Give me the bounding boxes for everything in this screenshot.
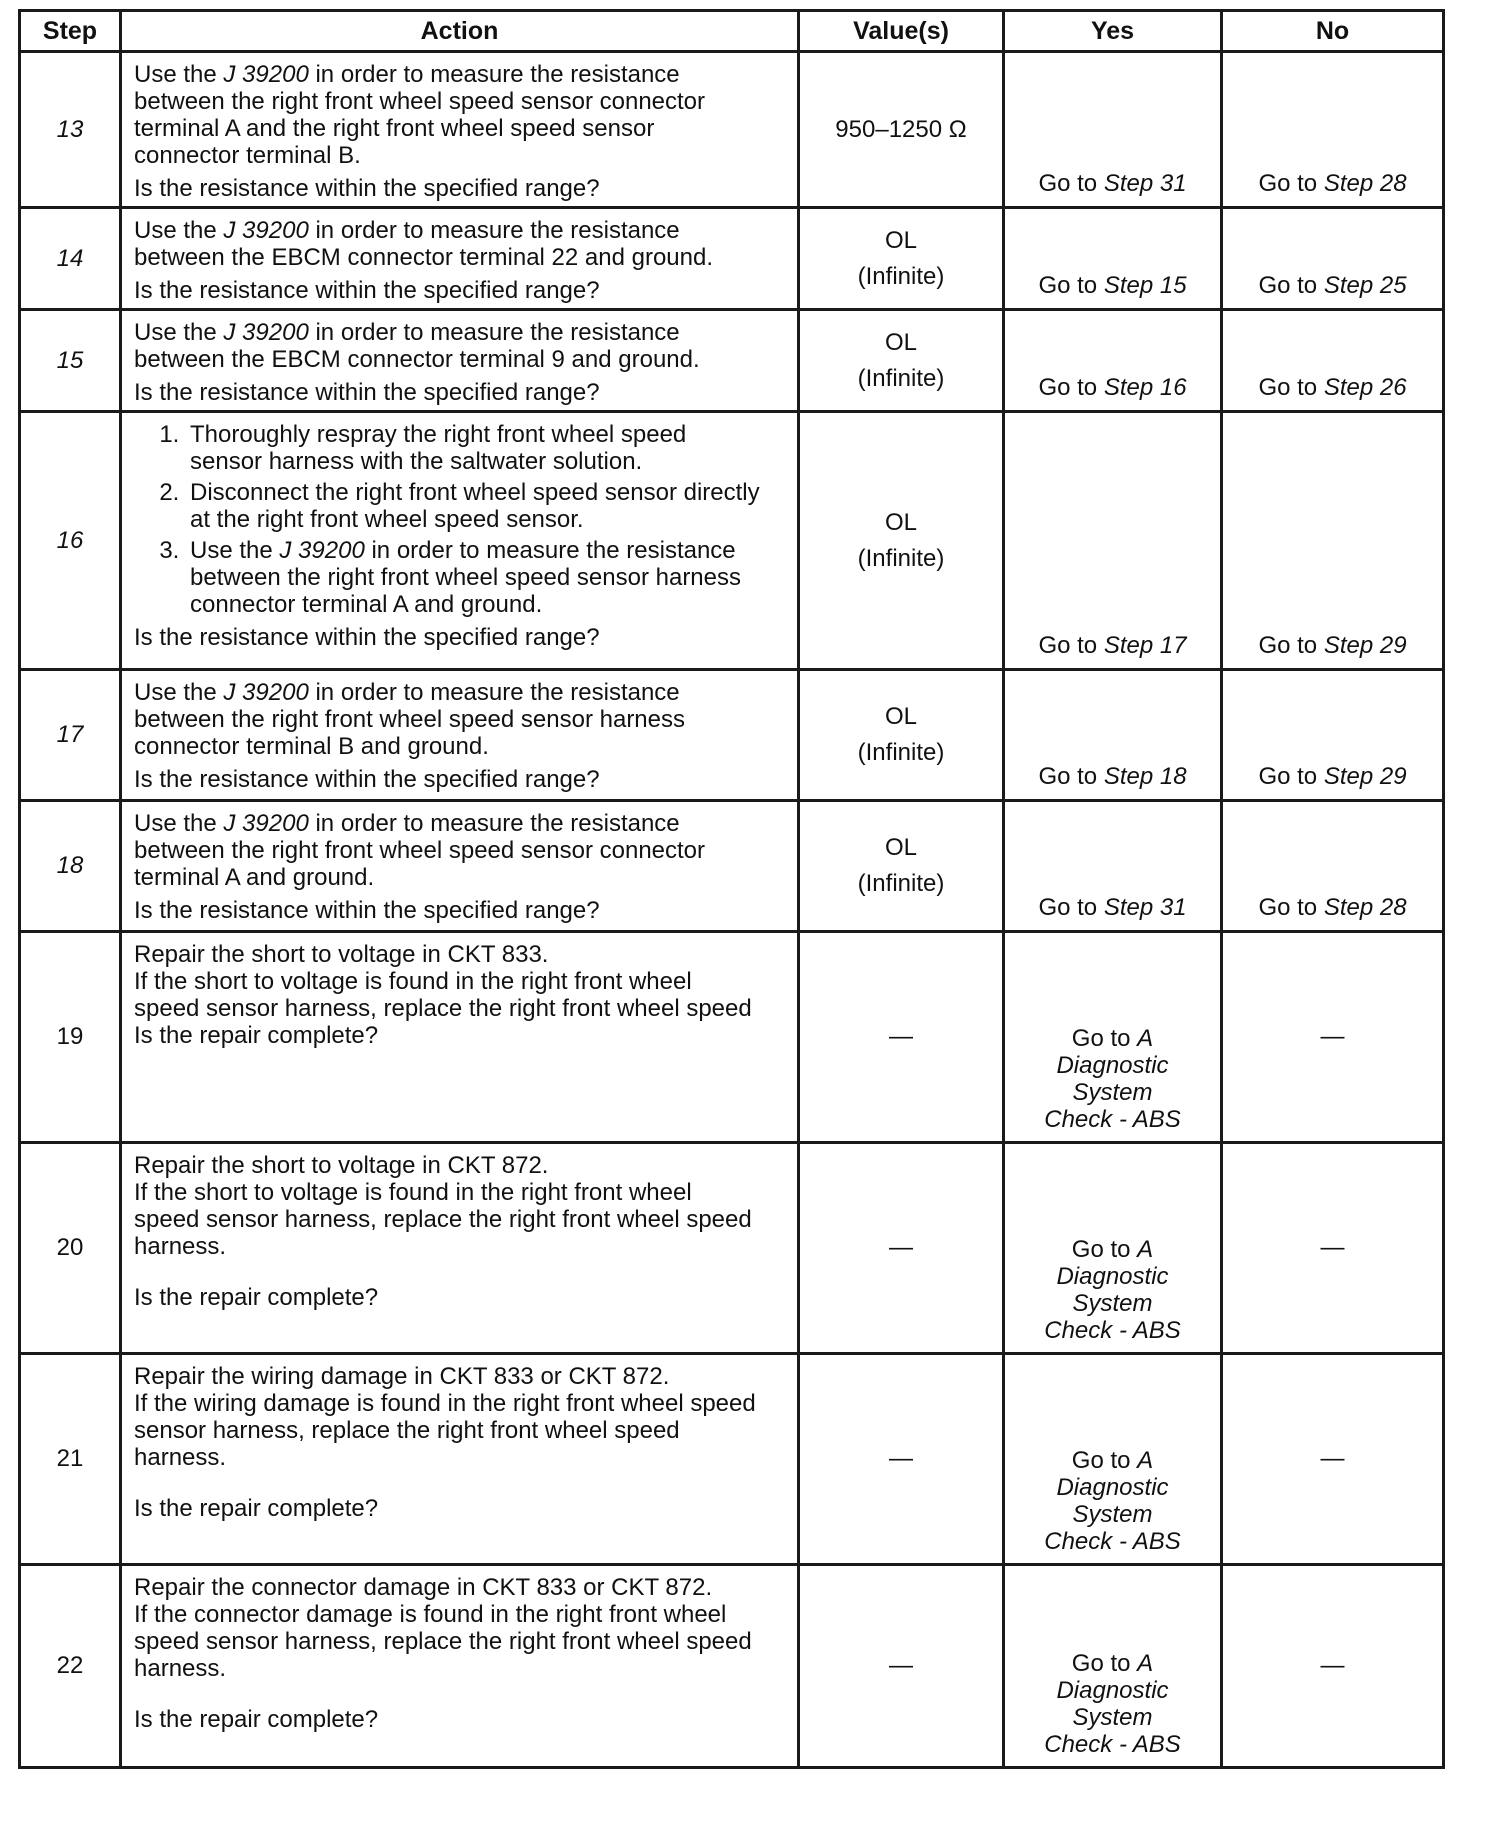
action-text-continued: between the right front wheel speed sensor connector terminal A and the right front wheel speed sensor connector terminal B. [134, 88, 706, 169]
action-cell [121, 932, 799, 1143]
action-cell [121, 208, 799, 310]
action-question: Is the resistance within the specified range? [134, 624, 600, 651]
table-row [20, 1143, 1444, 1354]
value-cell: — [799, 932, 1004, 1143]
action-question: Is the resistance within the specified range? [134, 277, 600, 304]
action-text-continued: between the EBCM connector terminal 22 and ground. [134, 244, 714, 271]
table-row [20, 52, 1444, 208]
action-text: Repair the connector damage in CKT 833 or CKT 872. [134, 1574, 713, 1601]
step-number: 21 [20, 1354, 121, 1565]
table-row [20, 1565, 1444, 1768]
action-cell [121, 412, 799, 670]
tool-name: J 39200 [223, 679, 309, 706]
step-number: 17 [20, 670, 121, 801]
no-cell: — [1222, 932, 1444, 1143]
tool-name: J 39200 [279, 537, 365, 564]
step-number: 14 [20, 208, 121, 310]
action-question: Is the repair complete? [134, 1495, 379, 1522]
step-number: 16 [20, 412, 121, 670]
no-cell: — [1222, 1354, 1444, 1565]
yes-cell: Go to Step 16 [1004, 310, 1222, 412]
step-number: 15 [20, 310, 121, 412]
action-cell [121, 801, 799, 932]
table-row [20, 412, 1444, 670]
no-cell: Go to Step 28 [1222, 52, 1444, 208]
no-cell: Go to Step 25 [1222, 208, 1444, 310]
action-question: Is the resistance within the specified range? [134, 766, 600, 793]
action-question: Is the repair complete? [134, 1022, 379, 1049]
action-question: Is the resistance within the specified range? [134, 379, 600, 406]
action-question: Is the repair complete? [134, 1284, 379, 1311]
step-number: 20 [20, 1143, 121, 1354]
tool-name: J 39200 [223, 217, 309, 244]
action-text: Repair the wiring damage in CKT 833 or CKT 872. [134, 1363, 670, 1390]
value-cell: OL (Infinite) [799, 670, 1004, 801]
action-cell [121, 52, 799, 208]
no-cell: — [1222, 1143, 1444, 1354]
yes-cell: Go to Step 15 [1004, 208, 1222, 310]
action-text-continued: between the right front wheel speed sensor harness connector terminal B and ground. [134, 706, 686, 760]
list-item: 2. Disconnect the right front wheel speed sensor directly at the right front wheel speed sensor. [186, 479, 789, 533]
header-action: Action [121, 11, 799, 52]
yes-cell: Go to Step 17 [1004, 412, 1222, 670]
action-text: Repair the short to voltage in CKT 833. If the short to voltage is found in the right front wheel speed sensor harness, replace the right front wheel speed [134, 941, 752, 1022]
header-yes: Yes [1004, 11, 1222, 52]
yes-cell: Go to Step 18 [1004, 670, 1222, 801]
value-cell: — [799, 1143, 1004, 1354]
action-cell [121, 1143, 799, 1354]
action-question: Is the resistance within the specified range? [134, 175, 600, 202]
table-row [20, 670, 1444, 801]
value-cell: 950–1250 Ω [799, 52, 1004, 208]
table-row [20, 932, 1444, 1143]
action-cell [121, 1565, 799, 1768]
tool-name: J 39200 [223, 810, 309, 837]
value-cell: OL (Infinite) [799, 208, 1004, 310]
action-text: Use the J 39200 in order to measure the resistance [134, 810, 680, 837]
no-cell: — [1222, 1565, 1444, 1768]
no-cell: Go to Step 28 [1222, 801, 1444, 932]
diagnostic-table [18, 9, 1445, 1769]
table-row [20, 310, 1444, 412]
step-number: 19 [20, 932, 121, 1143]
list-item: 3. Use the J 39200 in order to measure the resistance between the right front wheel speed sensor harness connector terminal A and ground. [186, 537, 789, 618]
yes-cell: Go to Step 31 [1004, 52, 1222, 208]
action-text-continued: between the right front wheel speed sensor connector terminal A and ground. [134, 837, 706, 891]
action-cell [121, 1354, 799, 1565]
step-number: 13 [20, 52, 121, 208]
yes-cell: Go to A Diagnostic System Check - ABS [1004, 1354, 1222, 1565]
action-text: Repair the short to voltage in CKT 872. [134, 1152, 549, 1179]
table-row [20, 208, 1444, 310]
action-text-continued: If the wiring damage is found in the right front wheel speed sensor harness, replace the right front wheel speed harness. [134, 1390, 756, 1471]
yes-cell: Go to A Diagnostic System Check - ABS [1004, 1565, 1222, 1768]
action-question: Is the resistance within the specified range? [134, 897, 600, 924]
diagnostic-table-sheet [18, 9, 1442, 1769]
tool-name: J 39200 [223, 61, 309, 88]
tool-name: J 39200 [223, 319, 309, 346]
header-values: Value(s) [799, 11, 1004, 52]
header-step: Step [20, 11, 121, 52]
value-cell: OL (Infinite) [799, 412, 1004, 670]
step-number: 18 [20, 801, 121, 932]
yes-cell: Go to Step 31 [1004, 801, 1222, 932]
action-text: Use the J 39200 in order to measure the resistance [134, 61, 680, 88]
table-row [20, 801, 1444, 932]
no-cell: Go to Step 26 [1222, 310, 1444, 412]
yes-cell: Go to A Diagnostic System Check - ABS [1004, 1143, 1222, 1354]
header-no: No [1222, 11, 1444, 52]
action-steps-list [134, 421, 789, 618]
action-text: Use the J 39200 in order to measure the resistance [134, 679, 680, 706]
action-text: Use the J 39200 in order to measure the resistance [134, 319, 680, 346]
action-text-continued: If the short to voltage is found in the right front wheel speed sensor harness, replace the right front wheel speed harness. [134, 1179, 752, 1260]
value-cell: — [799, 1354, 1004, 1565]
value-cell: OL (Infinite) [799, 801, 1004, 932]
yes-cell: Go to A Diagnostic System Check - ABS [1004, 932, 1222, 1143]
action-text: Use the J 39200 in order to measure the resistance [134, 217, 680, 244]
action-cell [121, 310, 799, 412]
action-question: Is the repair complete? [134, 1706, 379, 1733]
value-cell: OL (Infinite) [799, 310, 1004, 412]
value-cell: — [799, 1565, 1004, 1768]
no-cell: Go to Step 29 [1222, 412, 1444, 670]
list-item: 1. Thoroughly respray the right front wheel speed sensor harness with the saltwater solution. [186, 421, 789, 475]
action-cell [121, 670, 799, 801]
table-row [20, 1354, 1444, 1565]
action-text-continued: If the connector damage is found in the right front wheel speed sensor harness, replace the right front wheel speed harness. [134, 1601, 752, 1682]
no-cell: Go to Step 29 [1222, 670, 1444, 801]
header-row [20, 11, 1444, 52]
step-number: 22 [20, 1565, 121, 1768]
action-text-continued: between the EBCM connector terminal 9 and ground. [134, 346, 700, 373]
